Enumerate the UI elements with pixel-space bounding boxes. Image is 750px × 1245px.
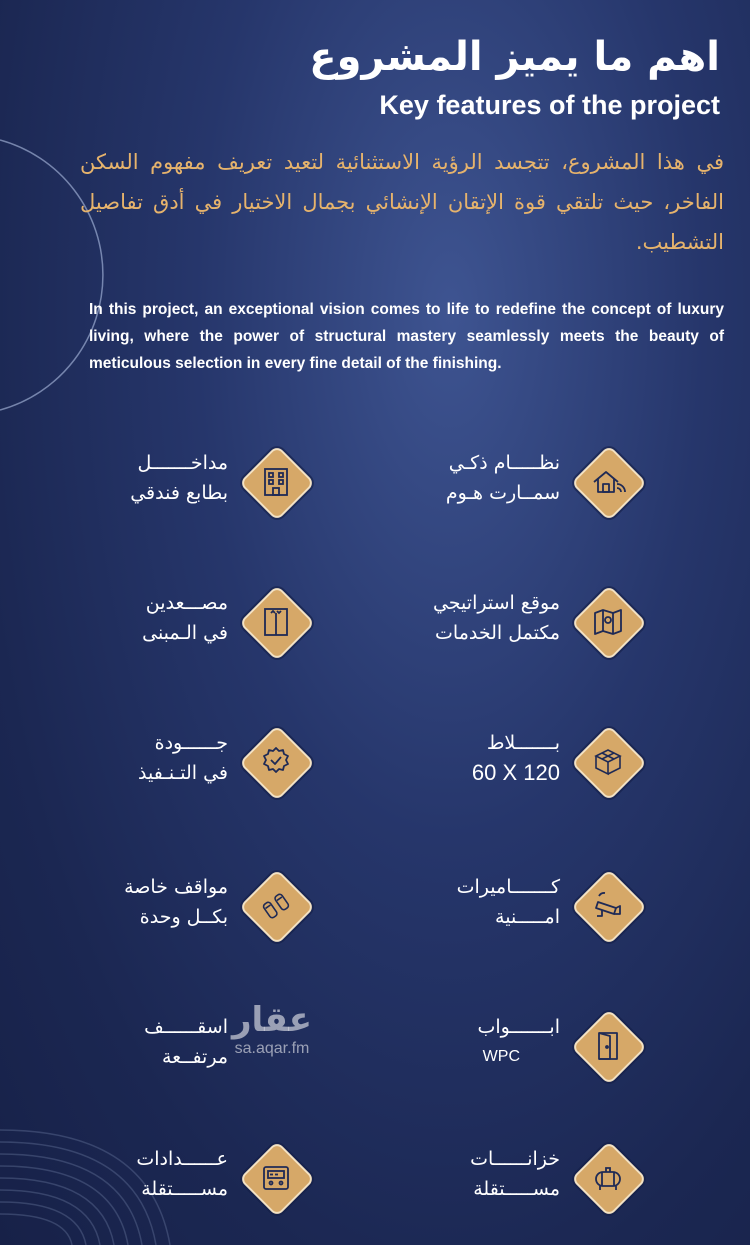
feature-label-line1: عــــــدادات	[136, 1148, 228, 1170]
map-location-icon	[590, 604, 626, 640]
feature-label-line1: نظـــــام ذكـي	[448, 452, 560, 474]
water-tank-icon	[590, 1160, 626, 1196]
feature-label-line2: امـــــنية	[495, 906, 560, 928]
feature-label-line2: في الـمبنى	[142, 622, 228, 644]
feature-label-line2: مســـــتقلة	[473, 1178, 560, 1200]
feature-icon-frame	[244, 730, 308, 794]
feature-label-line1: بـــــــلاط	[486, 732, 560, 754]
watermark-logo-text: عقار	[231, 1000, 313, 1040]
quality-badge-icon	[258, 744, 294, 780]
feature-location	[340, 582, 640, 662]
intro-text-ar: في هذا المشروع، تتجسد الرؤية الاستثنائية لتعيد تعريف مفهوم السكن الفاخر، حيث تلتقي قوة الإتقان الإنشائي بجمال الاختيار في أدق تفاصيل التشطيب.	[80, 150, 724, 254]
feature-elevators	[8, 582, 308, 662]
feature-label-line1: كـــــــاميرات	[456, 876, 560, 898]
tiles-icon	[590, 744, 626, 780]
elevator-icon	[258, 604, 294, 640]
feature-label-line2: بكــل وحدة	[139, 906, 228, 928]
feature-icon-frame	[244, 590, 308, 654]
hotel-building-icon	[258, 464, 294, 500]
page-title-ar: اهم ما يميز المشروع	[309, 34, 720, 80]
feature-doors	[340, 1006, 640, 1086]
security-camera-icon	[590, 888, 626, 924]
feature-label-line1: ابـــــــواب	[477, 1016, 560, 1038]
feature-quality	[8, 722, 308, 802]
feature-cameras	[340, 866, 640, 946]
feature-tanks	[340, 1138, 640, 1218]
feature-icon-frame	[244, 1146, 308, 1210]
feature-tiles	[340, 722, 640, 802]
feature-icon-frame	[576, 874, 640, 938]
smart-home-icon	[590, 464, 626, 500]
feature-label-line1: اسقــــــف	[144, 1016, 228, 1038]
feature-parking	[8, 866, 308, 946]
watermark-url: sa.aqar.fm	[234, 1040, 310, 1057]
feature-label-line2: مرتفــعة	[161, 1046, 228, 1068]
feature-label-line2: WPC	[482, 1048, 520, 1065]
intro-text-en: In this project, an exceptional vision comes to life to redefine the concept of luxury living, where the power of structural mastery seamlessly meets the beauty of meticulous selection in every fine detail of the finishing.	[89, 301, 724, 372]
feature-smart-home	[340, 442, 640, 522]
feature-label-line1: مداخـــــــل	[137, 452, 228, 474]
door-icon	[590, 1028, 626, 1064]
feature-icon-frame	[576, 730, 640, 794]
feature-label-line1: خزانــــــات	[470, 1148, 560, 1170]
parking-cars-icon	[258, 888, 294, 924]
feature-label-line2: مكتمل الخدمات	[435, 622, 560, 644]
watermark	[212, 1000, 332, 1058]
feature-label-line2: 60 X 120	[471, 760, 560, 785]
feature-icon-frame	[244, 874, 308, 938]
meter-icon	[258, 1160, 294, 1196]
feature-label-line2: مســـــتقلة	[141, 1178, 228, 1200]
feature-icon-frame	[576, 1014, 640, 1078]
feature-label-line1: جــــــودة	[154, 732, 228, 754]
feature-icon-frame	[576, 450, 640, 514]
feature-label-line1: موقع استراتيجي	[432, 592, 560, 614]
feature-hotel-entrances	[8, 442, 308, 522]
feature-label-line2: في التـنـفيذ	[138, 762, 228, 784]
feature-icon-frame	[576, 590, 640, 654]
feature-icon-frame	[244, 450, 308, 514]
feature-icon-frame	[576, 1146, 640, 1210]
feature-label-line2: سمــارت هـوم	[445, 482, 560, 504]
feature-label-line2: بطابع فندقي	[130, 482, 228, 504]
feature-label-line1: مصـــعدين	[145, 592, 228, 614]
feature-label-line1: مواقف خاصة	[124, 876, 228, 898]
page-title-en: Key features of the project	[379, 90, 720, 120]
feature-meters	[8, 1138, 308, 1218]
